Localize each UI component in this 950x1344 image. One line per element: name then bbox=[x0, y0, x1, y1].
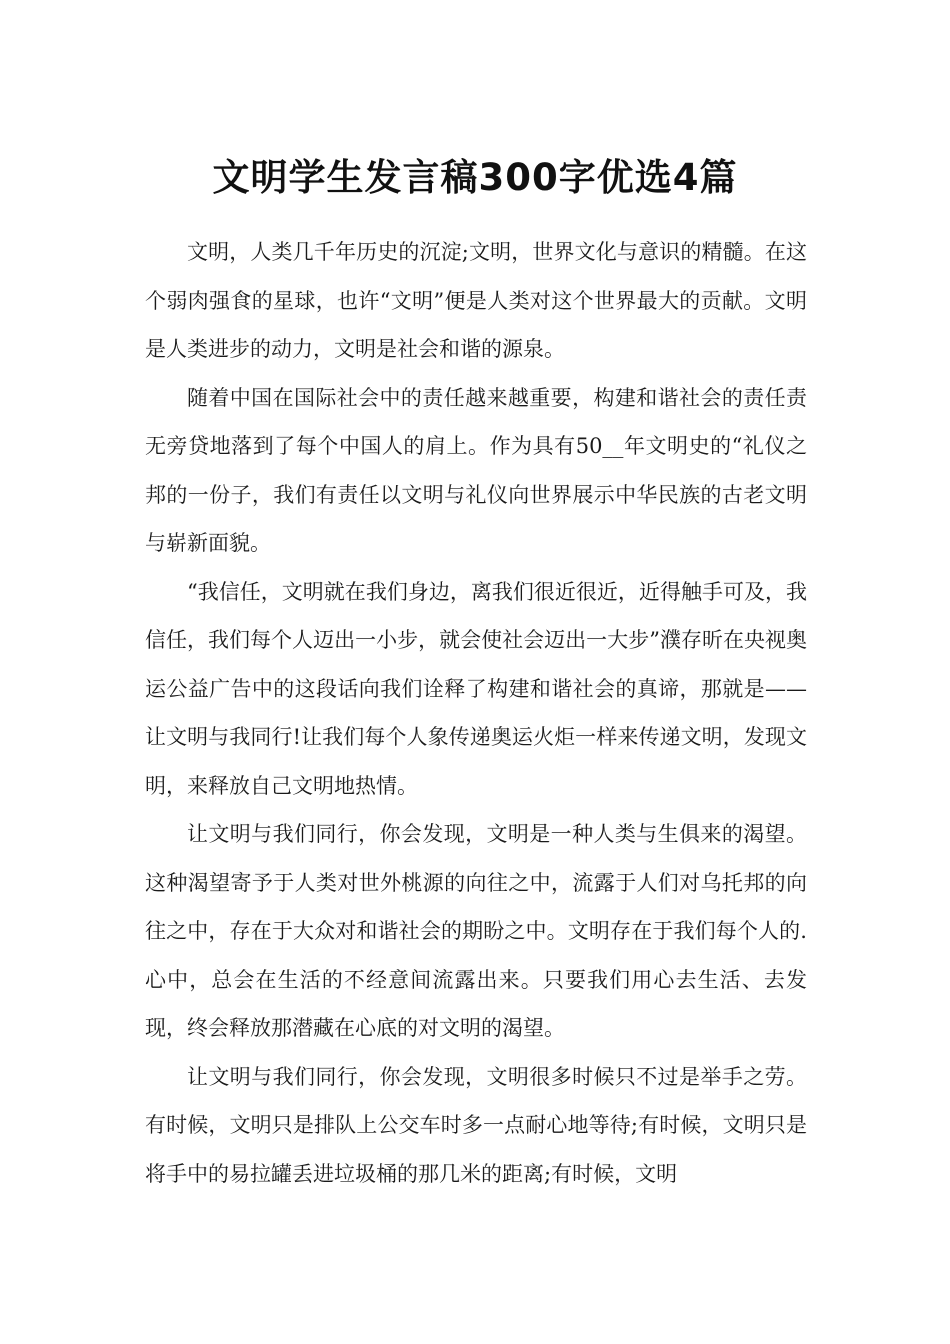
paragraph-3: “我信任，文明就在我们身边，离我们很近很近，近得触手可及，我信任，我们每个人迈出一小步，就会使社会迈出一大步”濮存昕在央视奥运公益广告中的这段话向我们诠释了构建和谐社会的真谛，那就是——让文明与我同行!让我们每个人象传递奥运火炬一样来传递文明，发现文明，来释放自己文明地热情。 bbox=[145, 579, 807, 798]
document-body bbox=[145, 228, 807, 1198]
paragraph-2: 随着中国在国际社会中的责任越来越重要，构建和谐社会的责任责无旁贷地落到了每个中国人的肩上。作为具有50__年文明史的“礼仪之邦的一份子，我们有责任以文明与礼仪向世界展示中华民族的古老文明与崭新面貌。 bbox=[145, 385, 807, 555]
paragraph-1: 文明，人类几千年历史的沉淀;文明，世界文化与意识的精髓。在这个弱肉强食的星球，也许“文明”便是人类对这个世界最大的贡献。文明是人类进步的动力，文明是社会和谐的源泉。 bbox=[145, 240, 807, 361]
paragraph-5: 让文明与我们同行，你会发现，文明很多时候只不过是举手之劳。有时候，文明只是排队上公交车时多一点耐心地等待;有时候，文明只是将手中的易拉罐丢进垃圾桶的那几米的距离;有时候，文明 bbox=[145, 1064, 807, 1186]
document-title: 文明学生发言稿300字优选4篇 bbox=[212, 155, 738, 199]
paragraph-4: 让文明与我们同行，你会发现，文明是一种人类与生俱来的渴望。这种渴望寄予于人类对世外桃源的向往之中，流露于人们对乌托邦的向往之中，存在于大众对和谐社会的期盼之中。文明存在于我们每个人的.心中，总会在生活的不经意间流露出来。只要我们用心去生活、去发现，终会释放那潜藏在心底的对文明的渴望。 bbox=[145, 822, 807, 1040]
